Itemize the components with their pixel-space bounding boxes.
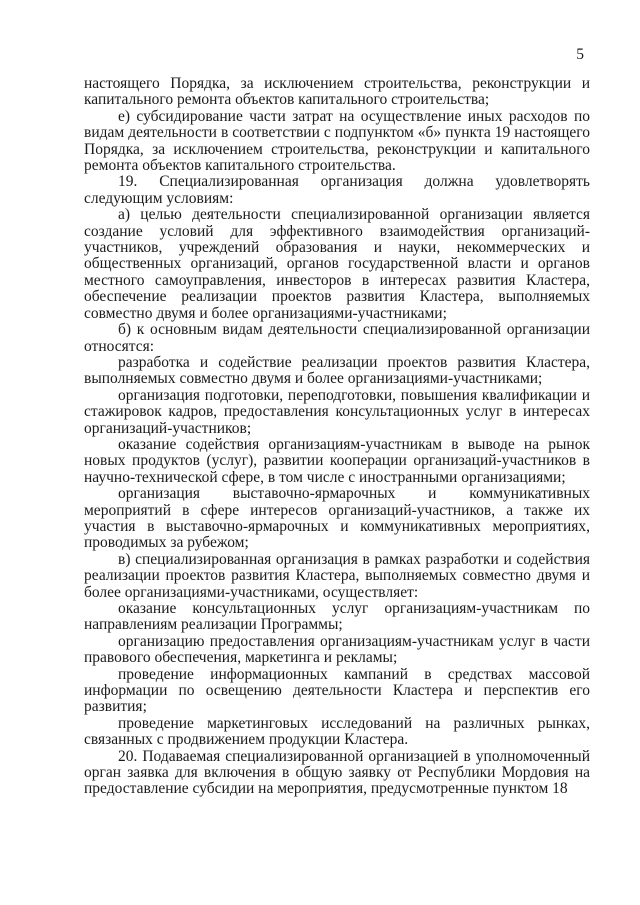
paragraph-service-legal: организацию предоставления организациям-участникам услуг в части правового обеспечения, маркетинга и рекламы;	[84, 632, 590, 667]
paragraph-activity-projects: разработка и содействие реализации проектов развития Кластера, выполняемых совместно двумя и более организациями-участниками;	[84, 353, 590, 388]
paragraph-activity-market: оказание содействия организациям-участникам в выводе на рынок новых продуктов (услуг), развитии кооперации организаций-участников в научно-технической сфере, в том числе с иностранными организациями;	[84, 435, 590, 486]
paragraph-clause-20: 20. Подаваемая специализированной организацией в уполномоченный орган заявка для включения в общую заявку от Республики Мордовия на предоставление субсидии на мероприятия, предусмотренные пунктом 18	[84, 747, 590, 798]
document-body	[84, 76, 590, 798]
paragraph-service-consulting: оказание консультационных услуг организациям-участникам по направлениям реализации Программы;	[84, 600, 590, 634]
paragraph-activity-training: организация подготовки, переподготовки, повышения квалификации и стажировок кадров, предоставления консультационных услуг в интересах организаций-участников;	[84, 386, 590, 437]
paragraph-item-a: а) целью деятельности специализированной организации является создание условий для эффективного взаимодействия организаций-участников, учреждений образования и науки, некоммерческих и общественных организаций, органов государственной власти и органов местного самоуправления, инвесторов в интересах развития Кластера, обеспечение реализации проектов развития Кластера, выполняемых совместно двумя и более организациями-участниками;	[84, 206, 590, 322]
paragraph-item-e: е) субсидирование части затрат на осуществление иных расходов по видам деятельности в соответствии с подпунктом «б» пункта 19 настоящего Порядка, за исключением строительства, реконструкции и капитального ремонта объектов капитального строительства.	[84, 107, 590, 175]
paragraph-continuation: настоящего Порядка, за исключением строительства, реконструкции и капитального ремонта объектов капитального строительства;	[84, 75, 590, 109]
paragraph-service-marketing: проведение маркетинговых исследований на различных рынках, связанных с продвижением продукции Кластера.	[84, 714, 590, 749]
paragraph-clause-19: 19. Специализированная организация должна удовлетворять следующим условиям:	[84, 173, 590, 207]
page-number: 5	[576, 46, 584, 63]
paragraph-service-media: проведение информационных кампаний в средствах массовой информации по освещению деятельности Кластера и перспектив его развития;	[84, 665, 590, 716]
paragraph-activity-exhibitions: организация выставочно-ярмарочных и коммуникативных мероприятий в сфере интересов организаций-участников, а также их участия в выставочно-ярмарочных и коммуникативных мероприятиях, проводимых за рубежом;	[84, 485, 590, 552]
paragraph-item-v: в) специализированная организация в рамках разработки и содействия реализации проектов развития Кластера, выполняемых совместно двумя и более организациями-участниками, осуществляет:	[84, 550, 590, 601]
paragraph-item-b: б) к основным видам деятельности специализированной организации относятся:	[84, 321, 590, 355]
